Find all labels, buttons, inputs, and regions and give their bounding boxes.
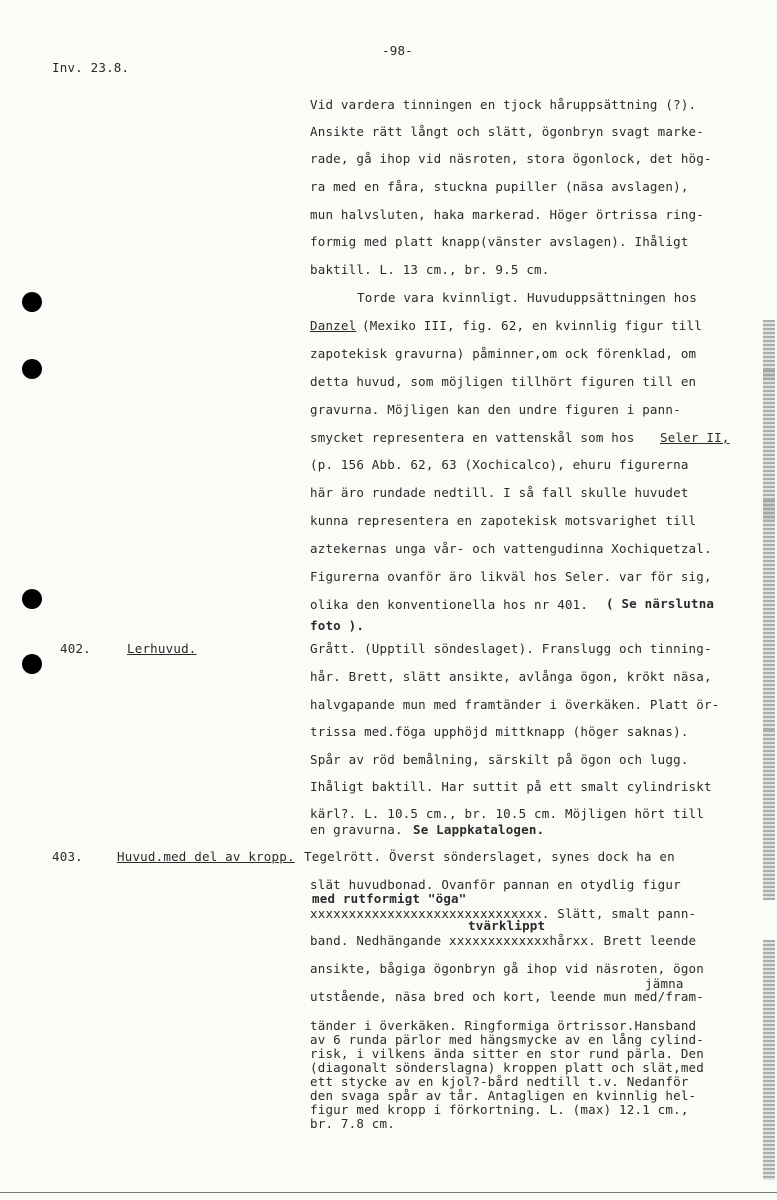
text-line: rade, gå ihop vid näsroten, stora ögonlock, det hög- — [310, 151, 712, 166]
text-line: ansikte, bågiga ögonbryn gå ihop vid näsroten, ögon — [310, 961, 705, 976]
entry-title: Huvud.med del av kropp. — [117, 849, 295, 864]
text-line: kunna representera en zapotekisk motsvarighet till — [310, 513, 697, 528]
struck-line: xxxxxxxxxxxxxxxxxxxxxxxxxxxxxx. Slätt, smalt pann- — [310, 906, 697, 921]
text-line: kärl?. L. 10.5 cm., br. 10.5 cm. Möjligen hört till — [310, 806, 705, 821]
punch-hole — [22, 654, 42, 674]
text-line: figur med kropp i förkortning. L. (max) 12.1 cm., — [310, 1102, 689, 1117]
text-line: Spår av röd bemålning, särskilt på ögon och lugg. — [310, 752, 689, 767]
text-line: Ansikte rätt långt och slätt, ögonbryn svagt marke- — [310, 124, 705, 139]
entry-title: Lerhuvud. — [127, 641, 197, 656]
text-line: aztekernas unga vår- och vattengudinna Xochiquetzal. — [310, 541, 712, 556]
photo-note-cont: foto ). — [310, 618, 365, 633]
text-line: Figurerna ovanför äro likväl hos Seler. var för sig, — [310, 569, 712, 584]
scan-edge — [755, 260, 777, 1200]
text-line: slät huvudbonad. Ovanför pannan en otydlig figur — [310, 877, 681, 892]
text-line: utstående, näsa bred och kort, leende mun med/fram- — [310, 989, 705, 1004]
punch-hole — [22, 359, 42, 379]
text-line: (diagonalt sönderslagna) kroppen platt och slät,med — [310, 1060, 705, 1075]
text-line: baktill. L. 13 cm., br. 9.5 cm. — [310, 262, 550, 277]
reference-seler: Seler II, — [660, 430, 730, 445]
insertion: jämna — [645, 976, 684, 991]
text-line: trissa med.föga upphöjd mittknapp (höger saknas). — [310, 724, 689, 739]
text-line: Vid vardera tinningen en tjock håruppsättning (?). — [310, 97, 697, 112]
text-line: br. 7.8 cm. — [310, 1116, 395, 1131]
text-line: Grått. (Upptill söndeslaget). Franslugg och tinning- — [310, 641, 712, 656]
text-line: (Mexiko III, fig. 62, en kvinnlig figur till — [362, 318, 702, 333]
text-line: zapotekisk gravurna) påminner,om ock förenklad, om — [310, 346, 697, 361]
text-line: med rutformigt "öga" — [312, 891, 467, 906]
punch-hole — [22, 589, 42, 609]
text-line: risk, i vilkens ända sitter en stor rund pärla. Den — [310, 1046, 705, 1061]
text-line: den svaga spår av tår. Antagligen en kvinnlig hel- — [310, 1088, 697, 1103]
catalog-note: Se Lappkatalogen. — [413, 822, 545, 837]
text-line: Ihåligt baktill. Har suttit på ett smalt cylindriskt — [310, 779, 712, 794]
entry-number: 402. — [60, 641, 91, 656]
punch-hole — [22, 292, 42, 312]
text-line: av 6 runda pärlor med hängsmycke av en lång cylind- — [310, 1032, 705, 1047]
photo-note: ( Se närslutna — [606, 596, 715, 611]
text-line: Tegelrött. Överst sönderslaget, synes dock ha en — [304, 849, 675, 864]
entry-number: 403. — [52, 849, 83, 864]
text-line: formig med platt knapp(vänster avslagen). Ihåligt — [310, 234, 689, 249]
text-line: detta huvud, som möjligen tillhört figuren till en — [310, 374, 697, 389]
text-line: ra med en fåra, stuckna pupiller (näsa avslagen), — [310, 179, 689, 194]
text-line: en gravurna. — [310, 822, 403, 837]
text-line: ett stycke av en kjol?-bård nedtill t.v. Nedanför — [310, 1074, 689, 1089]
text-line: olika den konventionella hos nr 401. — [310, 597, 589, 612]
text-line: Torde vara kvinnligt. Huvuduppsättningen hos — [357, 290, 697, 305]
page-number: -98- — [382, 43, 413, 58]
text-line: (p. 156 Abb. 62, 63 (Xochicalco), ehuru figurerna — [310, 457, 689, 472]
text-line: tänder i överkäken. Ringformiga örtrissor.Hansband — [310, 1018, 697, 1033]
reference-danzel: Danzel — [310, 318, 357, 333]
text-line: mun halvsluten, haka markerad. Höger örtrissa ring- — [310, 207, 705, 222]
text-line: här äro rundade nedtill. I så fall skulle huvudet — [310, 485, 689, 500]
page-bottom-edge — [0, 1192, 777, 1193]
text-line: halvgapande mun med framtänder i överkäken. Platt ör- — [310, 697, 720, 712]
text-line: gravurna. Möjligen kan den undre figuren i pann- — [310, 402, 681, 417]
text-line: hår. Brett, slätt ansikte, avlånga ögon, krökt näsa, — [310, 669, 712, 684]
text-line: smycket representera en vattenskål som hos — [310, 430, 635, 445]
struck-line: band. Nedhängande xxxxxxxxxxxxxhårxx. Brett leende — [310, 933, 697, 948]
insertion: tvärklippt — [468, 918, 546, 933]
inventory-number: Inv. 23.8. — [52, 60, 130, 75]
